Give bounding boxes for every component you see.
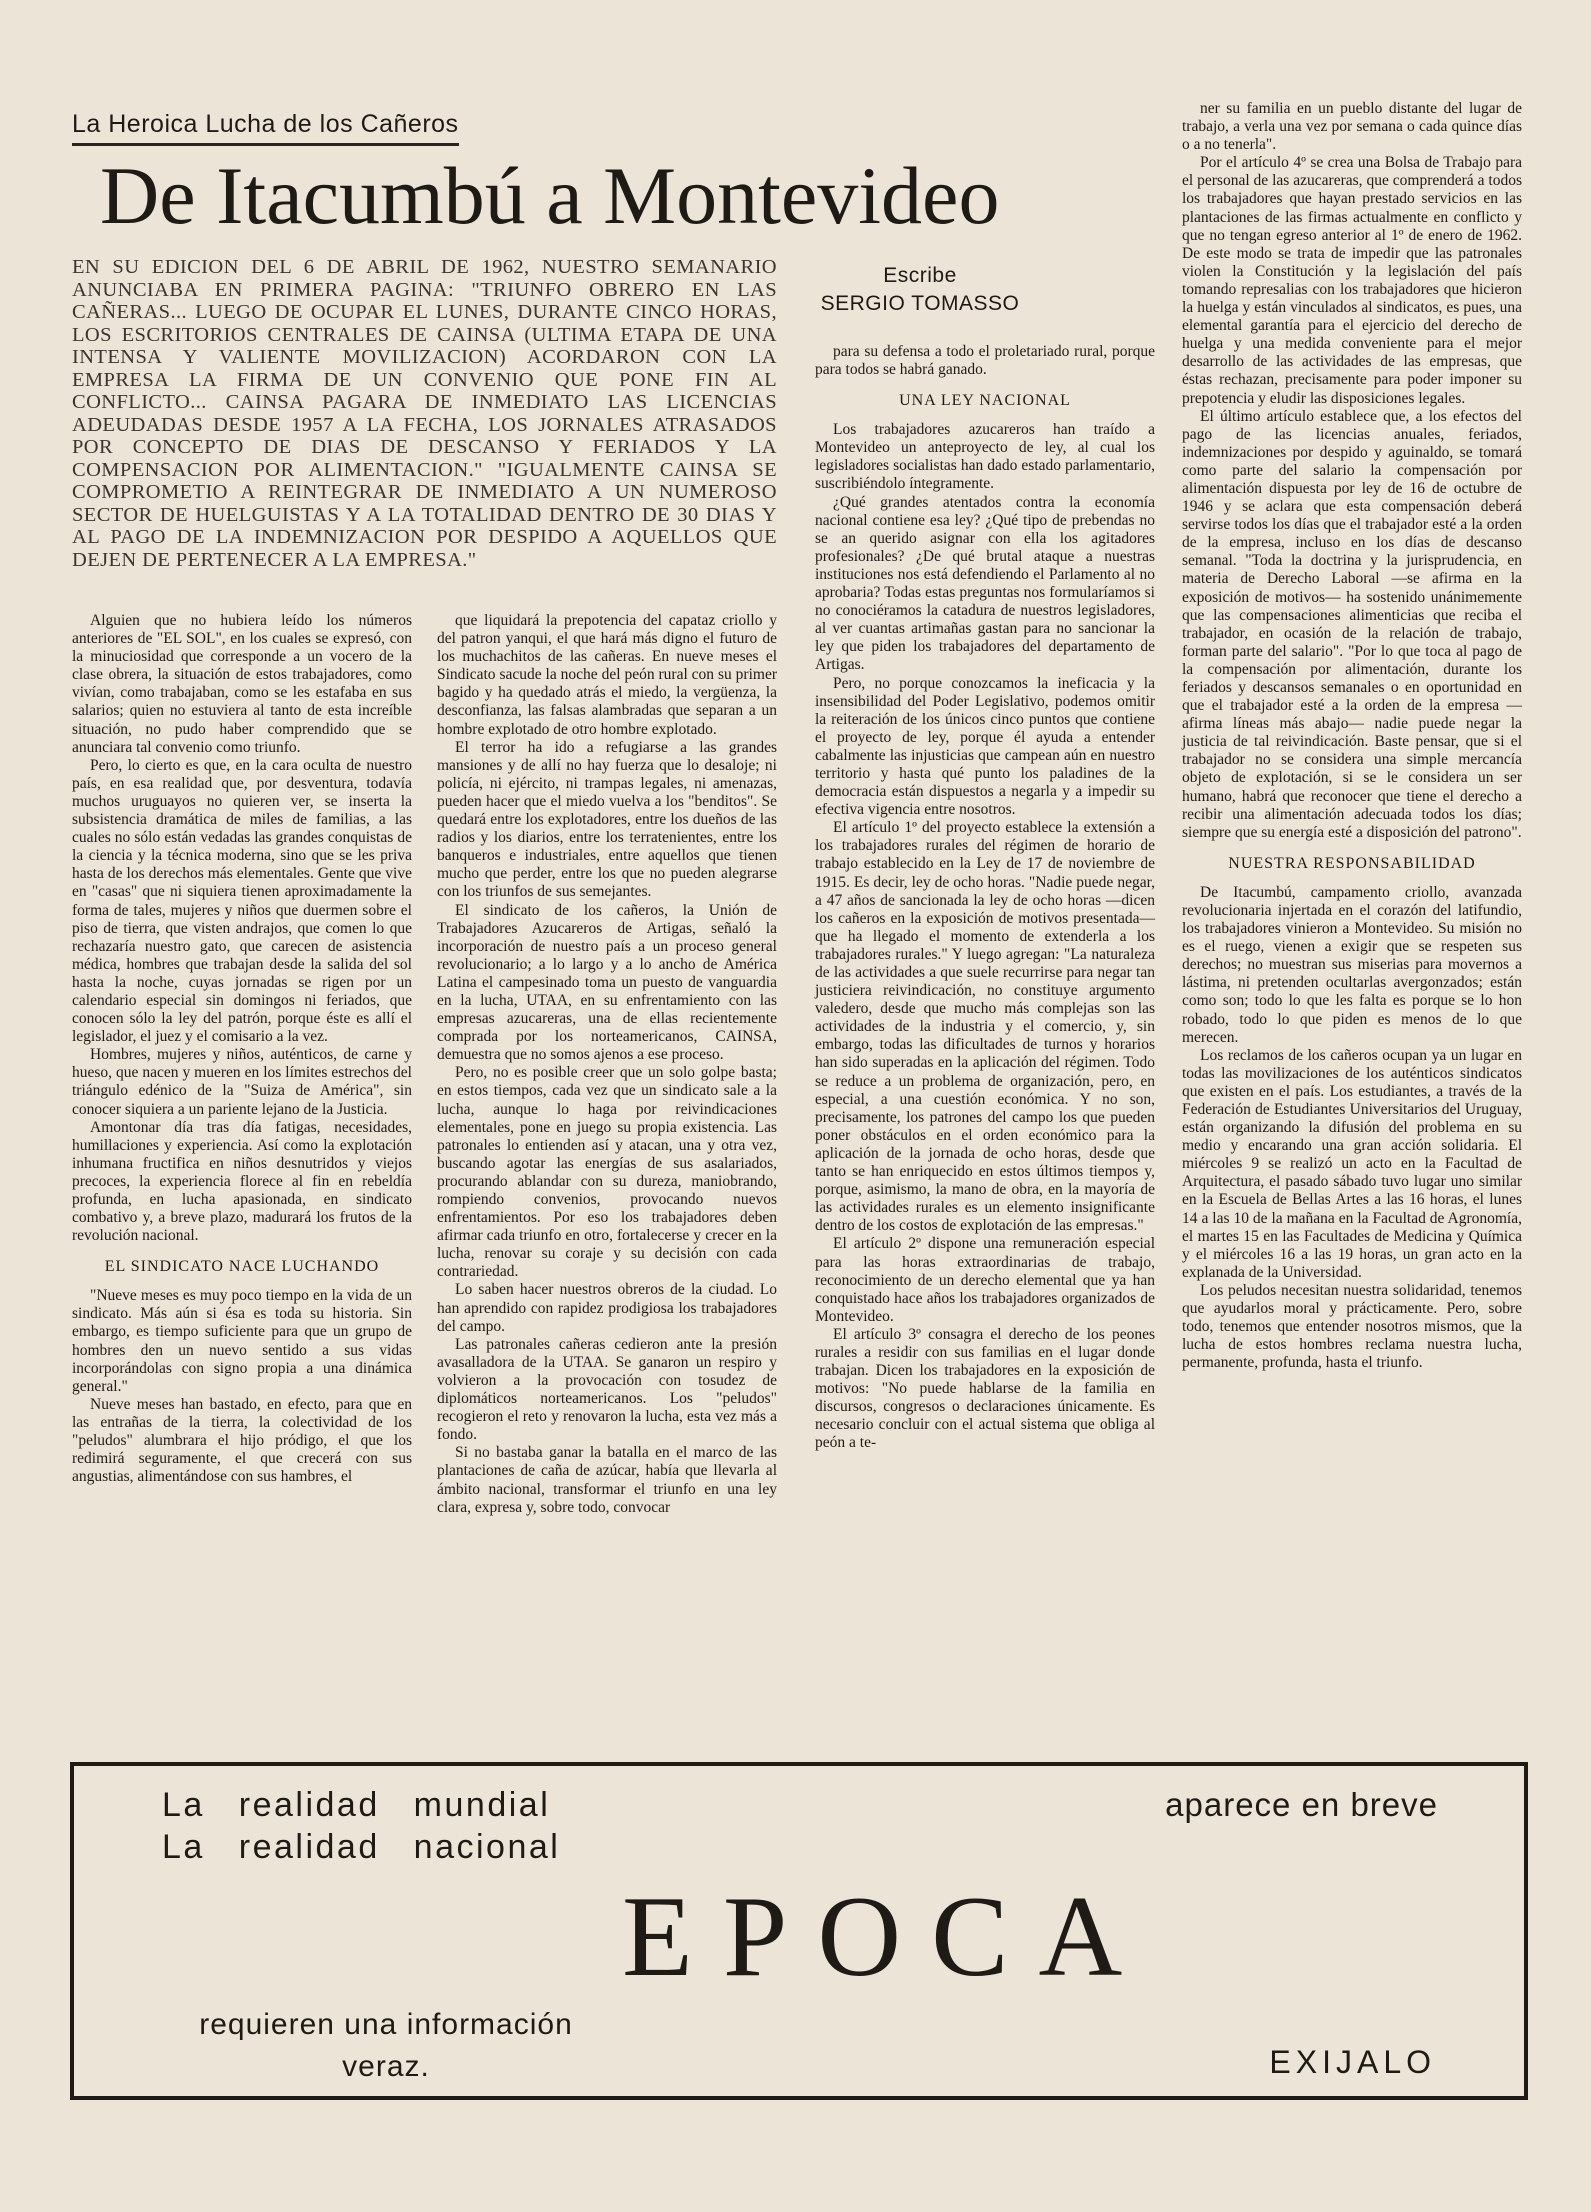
ad-line-mundial: La realidad mundial — [162, 1786, 551, 1824]
paragraph: Las patronales cañeras cedieron ante la presión avasalladora de la UTAA. Se ganaron un respiro y volvieron a la provocación con tosudez de diplomáticos norteamericanos. Los "peludos" recogieron el reto y renovaron la lucha, esta vez más a fondo. — [437, 1335, 777, 1444]
paragraph: "Nueve meses es muy poco tiempo en la vida de un sindicato. Más aún si ésa es toda su historia. Sin embargo, es tiempo suficiente para que un grupo de hombres den un nuevo sentido a sus vidas incorporándolas con signo propia a una dinámica general." — [72, 1287, 412, 1395]
ad-coming-soon: aparece en breve — [1165, 1786, 1438, 1823]
paragraph: El último artículo establece que, a los efectos del pago de las licencias anuales, feriados, indemnizaciones por despido y aguinaldo, se tomará como parte del salario la compensación por alimentación dispuesta por ley de 16 de octubre de 1946 y se aclara que esta compensación deberá servirse todos los días que el trabajador esté a la orden de la empresa, incluso en los días de descanso semanal. "Toda la doctrina y la jurisprudencia, en materia de Derecho Laboral —se afirma en la exposición de motivos— ha sostenido unánimemente que las compensaciones alimenticias que reciba el trabajador, en ocasión de la relación de trabajo, forman parte del salario". "Por lo que toca al pago de la compensación por alimentación, durante los feriados y descansos semanales o en oportunidad en que el trabajador esté a la orden de la empresa —afirma líneas más abajo— nadie puede negar la justicia de tal reivindicación. Baste pensar, que si el trabajador no se considera una simple mercancía objeto de explotación, si se le considera un ser humano, habrá que reconocer que tiene el derecho a recibir una alimentación adecuada todos los días; siempre que su energía esté a disposición del patrono". — [1182, 407, 1522, 841]
subheading-sindicato: EL SINDICATO NACE LUCHANDO — [104, 1258, 380, 1276]
paragraph: De Itacumbú, campamento criollo, avanzada revolucionaria injertada en el corazón del latifundio, los trabajadores vinieron a Montevideo. Su misión no es el ruego, vienen a exigir que se respeten sus derechos; no muestran sus miserias para movernos a lástima, ni pretenden ocultarlas avergonzados; están como son; todo lo que les falta es porque se lo hon robado, todo lo que piden es menos de lo que merecen. — [1182, 883, 1522, 1046]
byline-author: SERGIO TOMASSO — [820, 292, 1020, 315]
lede-paragraph: EN SU EDICION DEL 6 DE ABRIL DE 1962, NUESTRO SEMANARIO ANUNCIABA EN PRIMERA PAGINA: "TRIUNFO OBRERO EN LAS CAÑERAS... LUEGO DE OCUPAR EL LUNES, DURANTE CINCO HORAS, LOS ESCRITORIOS CENTRALES DE CAINSA (ULTIMA ETAPA DE UNA INTENSA Y VALIENTE MOVILIZACION) ACORDARON CON LA EMPRESA LA FIRMA DE UN CONVENIO QUE PONE FIN AL CONFLICTO... CAINSA PAGARA DE INMEDIATO LAS LICENCIAS ADEUDADAS DESDE 1957 A LA FECHA, LOS JORNALES ATRASADOS POR CONCEPTO DE DIAS DE DESCANSO Y FERIADOS Y LA COMPENSACION POR ALIMENTACION." "IGUALMENTE CAINSA SE COMPROMETIO A REINTEGRAR DE INMEDIATO A UN NUMEROSO SECTOR DE HUELGUISTAS Y A LA TOTALIDAD DENTRO DE 30 DIAS Y AL PAGO DE LA INDEMNIZACION POR DESPIDO A AQUELLOS QUE DEJEN DE PERTENECER A LA EMPRESA." — [72, 256, 777, 571]
paragraph: El sindicato de los cañeros, la Unión de Trabajadores Azucareros de Artigas, señaló la incorporación de nuestro país a un proceso general revolucionario; a lo largo y a lo ancho de América Latina el campesinado toma un puesto de vanguardia en la lucha, UTAA, en su enfrentamiento con las empresas azucareras, una de ellas recientemente comprada por los norteamericanos, CAINSA, demuestra que no somos ajenos a ese proceso. — [437, 901, 777, 1064]
paragraph: Por el artículo 4º se crea una Bolsa de Trabajo para el personal de las azucareras, que comprenderá a todos los trabajadores que hayan prestado servicios en las plantaciones de las firmas actualmente en conflicto y que no tengan egreso anterior al 1º de enero de 1962. De este modo se trata de impedir que las patronales violen la Constitución y la legislación del país tomando represalias con los trabajadores que hicieron la huelga y están vinculados al sindicatos, es pues, una elemental garantía para el ejercicio del derecho de huelga y una medida conveniente para el mejor desarrollo de las actividades de las empresas, que éstas rechazan, precisamente para poder imponer su prepotencia y eludir las disposiciones legales. — [1182, 154, 1522, 407]
paragraph: Los peludos necesitan nuestra solidaridad, tenemos que ayudarlos moral y prácticamente. Pero, sobre todo, tenemos que entender nosotros mismos, que la lucha de estos hombres reclama nuestra lucha, permanente, profunda, hasta el triunfo. — [1182, 1281, 1522, 1372]
paragraph: El terror ha ido a refugiarse a las grandes mansiones y de allí no hay fuerza que lo desaloje; ni policía, ni ejército, ni trampas legales, ni amenazas, pueden hacer que el miedo vuelva a los "benditos". Se quedará entre los explotadores, entre los dueños de las radios y los diarios, entre los terratenientes, entre los banqueros e industriales, entre aquellos que tienen mucho que perder, entre los que no pueden alegrarse con los triunfos de sus semejantes. — [437, 738, 777, 901]
ad-brand-name: EPOCA — [622, 1873, 1153, 2001]
paragraph: ¿Qué grandes atentados contra la economía nacional contiene esa ley? ¿Qué tipo de prebendas no se an querido asignar con ella los agitadores profesionales? ¿De qué brutal ataque a nuestras instituciones nos está defendiendo el Parlamento al no aprobaria? Todas estas preguntas nos formularíamos si no conociéramos la catadura de nuestros legisladores, al ver cuantas artimañas gastan para no sancionar la ley que piden los trabajadores del departamento de Artigas. — [815, 493, 1155, 674]
ad-tagline: requieren una información veraz. — [199, 2008, 573, 2083]
paragraph: para su defensa a todo el proletariado rural, porque para todos se habrá ganado. — [815, 343, 1155, 379]
paragraph: Alguien que no hubiera leído los números anteriores de "EL SOL", en los cuales se expresó, con la minuciosidad que corresponde a un vocero de la clase obrera, la situación de estos trabajadores, como vivían, como trabajaban, como se les estafaba en sus salarios; quien no estuviera al tanto de esta increíble situación, no pudo haber comprendido que se anunciara tal convenio como triunfo. — [72, 612, 412, 756]
paragraph: Pero, lo cierto es que, en la cara oculta de nuestro país, en esa realidad que, por desventura, todavía muchos uruguayos no quieren ver, se inserta la subsistencia dramática de miles de familias, a las cuales no sólo están vedadas las grandes conquistas de la ciencia y la técnica moderna, sino que se les priva hasta de los derechos más elementales. Gente que vive en "casas" que ni siquiera tienen aproximadamente la forma de tales, mujeres y niños que duermen sobre el piso de tierra, que visten andrajos, que comen lo que rechazaría nuestro gato, que carecen de asistencia médica, hombres que trabajan desde la salida del sol hasta la noche, cuyas jornadas se rigen por un calendario especial sin domingos ni feriados, que conocen sólo la ley del patrón, porque éste es allí el legislador, el juez y el comisario a la vez. — [72, 756, 412, 1046]
paragraph: El artículo 3º consagra el derecho de los peones rurales a residir con sus familias en el lugar donde trabajan. Dicen los trabajadores en la exposición de motivos: "No puede hablarse de la familia en discursos, congresos o declaraciones únicamente. Es necesario concluir con el actual sistema que obliga al peón a te- — [815, 1325, 1155, 1452]
paragraph: El artículo 2º dispone una remuneración especial para las horas extraordinarias de trabajo, reconocimiento de un derecho elemental que ya han conquistado hace años los trabajadores organizados de Montevideo. — [815, 1235, 1155, 1325]
headline: De Itacumbú a Montevideo — [100, 150, 1000, 241]
paragraph: Pero, no porque conozcamos la ineficacia y la insensibilidad del Poder Legislativo, podemos omitir la reiteración de los únicos cinco puntos que contiene el proyecto de ley, porque él ayuda a entender cabalmente las injusticias que campean aún en nuestro territorio y hasta qué punto los paladines de la democracia están dispuestos a negarla y a impedir su efectiva vigencia entre nosotros. — [815, 674, 1155, 819]
epoca-advertisement — [70, 1762, 1528, 2100]
paragraph: Los trabajadores azucareros han traído a Montevideo un anteproyecto de ley, al cual los legisladores socialistas han dado estado parlamentario, suscribiéndolo íntegramente. — [815, 421, 1155, 493]
byline-label: Escribe — [883, 264, 957, 287]
paragraph: El artículo 1º del proyecto establece la extensión a los trabajadores rurales del régimen de horario de trabajo establecido en la Ley de 17 de noviembre de 1915. Es decir, ley de ocho horas. "Nadie puede negar, a 47 años de sancionada la ley de ocho horas —dicen los cañeros en la exposición de motivos presentada— que ha llegado el momento de extenderla a los trabajadores rurales." Y luego agregan: "La naturaleza de las actividades a que suele recurrirse para negar tan justiciera reivindicación, no constituye argumento valedero, desde que mucho más complejas son las actividades de la industria y el comercio, y, sin embargo, todas las dificultades de turnos y horarios han sido superadas en la aplicación del régimen. Todo se reduce a un problema de organización, pero, en especial, a una cuestión económica. Y no son, precisamente, los patrones del campo los que pueden poner obstáculos en el orden económico para la aplicación de la jornada de ocho horas, desde que tanto se han enriquecido en estos últimos tiempos y, porque, asimismo, la mano de obra, en la mayoría de las actividades rurales es un elemento insignificante dentro de los costos de explotación de las empresas." — [815, 819, 1155, 1235]
subheading-responsabilidad: NUESTRA RESPONSABILIDAD — [1228, 854, 1476, 872]
paragraph: Hombres, mujeres y niños, auténticos, de carne y hueso, que nacen y mueren en los límites estrechos del triángulo edénico de la "Suiza de América", sin conocer siquiera a un pariente lejano de la Justicia. — [72, 1046, 412, 1118]
ad-line-nacional: La realidad nacional — [162, 1828, 561, 1866]
paragraph: Los reclamos de los cañeros ocupan ya un lugar en todas las movilizaciones de los auténticos sindicatos que existen en el país. Los estudiantes, a través de la Federación de Estudiantes Universitarios del Uruguay, están organizando la difusión del problema en su medio y encarando una gran acción solidaria. El miércoles 9 se realizó un acto en la Facultad de Arquitectura, el pasado sábado tuvo lugar uno similar en la Escuela de Bellas Artes a las 16 horas, el lunes 14 a las 10 de la mañana en la Facultad de Agronomía, el martes 15 en las Facultades de Medicina y Química y el miércoles 16 a las 19 horas, un gran acto en la explanada de la Universidad. — [1182, 1046, 1522, 1281]
article-column-4 — [1182, 100, 1522, 1732]
subheading-ley-nacional: UNA LEY NACIONAL — [899, 392, 1071, 410]
paragraph: Pero, no es posible creer que un solo golpe basta; en estos tiempos, cada vez que un sindicato sale a la lucha, aunque lo haga por reivindicaciones elementales, pone en juego su propia existencia. Las patronales lo entienden así y atacan, una y otra vez, buscando agotar las energías de sus asalariados, procurando ablandar con su dureza, maniobrando, rompiendo convenios, provocando nuevos enfrentamientos. Por eso los trabajadores deben afirmar cada triunfo en otro, fortalecerse y crecer en la lucha, renovar su coraje y su decisión con cada contrariedad. — [437, 1064, 777, 1281]
paragraph: Si no bastaba ganar la batalla en el marco de las plantaciones de caña de azúcar, había que llevarla al ámbito nacional, transformar el triunfo en una ley clara, expresa y, sobre todo, convocar — [437, 1444, 777, 1516]
paragraph: Nueve meses han bastado, en efecto, para que en las entrañas de la tierra, la colectividad de los "peludos" alumbrara el hijo pródigo, el que los redimirá seguramente, el que crecerá con sus angustias, alimentándose con sus hambres, el — [72, 1395, 412, 1486]
paragraph: que liquidará la prepotencia del capataz criollo y del patron yanqui, el que hará más digno el futuro de los muchachitos de las cañeras. En nueve meses el Sindicato sacude la noche del peón rural con su primer bagido y ha quedado atrás el miedo, la vergüenza, la desconfianza, las falsas alambradas que separan a un hombre explotado de otro hombre explotado. — [437, 612, 777, 738]
paragraph: ner su familia en un pueblo distante del lugar de trabajo, a verla una vez por semana o cada quince días o a no tenerla". — [1182, 100, 1522, 154]
byline — [805, 262, 1035, 318]
section-kicker: La Heroica Lucha de los Cañeros — [72, 110, 459, 146]
paragraph: Amontonar día tras día fatigas, necesidades, humillaciones y experiencia. Así como la explotación inhumana fructifica en niños desnutridos y viejos precoces, la experiencia florece al fin en rebeldía profunda, en lucha apasionada, en sindicato combativo y, a breve plazo, madurará los frutos de la revolución nacional. — [72, 1118, 412, 1245]
article-column-2 — [437, 612, 777, 1732]
ad-call-to-action: EXIJALO — [1269, 2044, 1436, 2080]
paragraph: Lo saben hacer nuestros obreros de la ciudad. Lo han aprendido con rapidez prodigiosa los trabajadores del campo. — [437, 1281, 777, 1335]
article-column-1 — [72, 612, 412, 1486]
article-column-3 — [815, 343, 1155, 1731]
